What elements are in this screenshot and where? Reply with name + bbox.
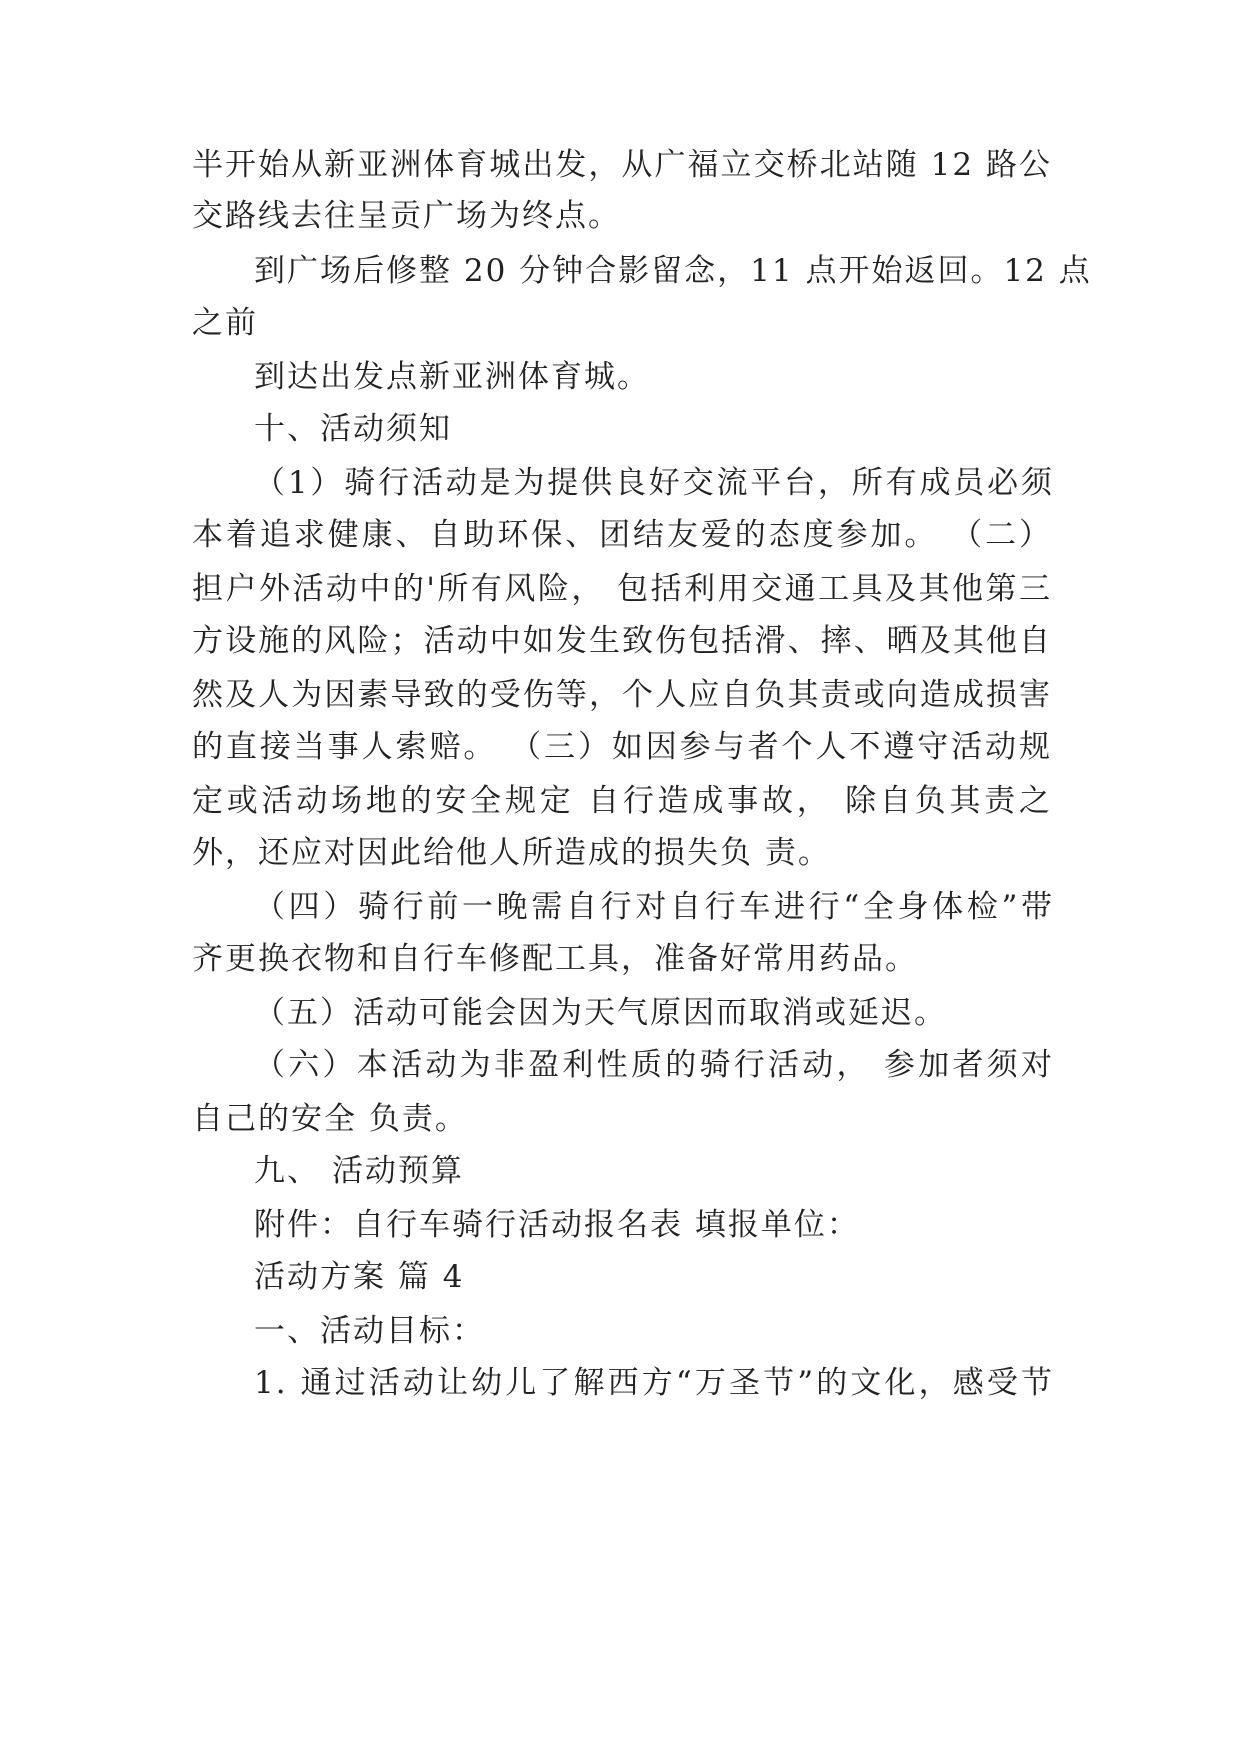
text-line: 外，还应对因此给他人所造成的损失负 责。 — [192, 835, 831, 871]
text-line: （六）本活动为非盈利性质的骑行活动， 参加者须对 — [254, 1047, 1054, 1083]
article-title: 活动方案 篇 4 — [254, 1259, 465, 1295]
text-line: 本着追求健康、自助环保、团结友爱的态度参加。 （二） — [192, 517, 1052, 553]
text-line: 定或活动场地的安全规定 自行造成事故， 除自负其责之 — [192, 783, 1052, 819]
text-line: 担户外活动中的'所有风险， 包括利用交通工具及其他第三 — [192, 571, 1052, 607]
text-line: 齐更换衣物和自行车修配工具，准备好常用药品。 — [192, 941, 918, 977]
section-heading: 十、活动须知 — [254, 411, 452, 447]
text-line: 的直接当事人索赔。 （三）如因参与者个人不遵守活动规 — [192, 729, 1052, 765]
text-line: 交路线去往呈贡广场为终点。 — [192, 198, 621, 234]
text-line: （五）活动可能会因为天气原因而取消或延迟。 — [254, 995, 947, 1031]
text-line: 之前 — [192, 305, 258, 341]
text-line: 到达出发点新亚洲体育城。 — [254, 359, 650, 395]
section-heading: 九、 活动预算 — [254, 1153, 464, 1189]
text-line: 方设施的风险；活动中如发生致伤包括滑、摔、晒及其他自 — [192, 623, 1052, 659]
section-heading: 一、活动目标： — [254, 1313, 485, 1349]
text-line: （四）骑行前一晚需自行对自行车进行“全身体检”带 — [254, 889, 1054, 925]
text-line: 1. 通过活动让幼儿了解西方“万圣节”的文化，感受节 — [254, 1365, 1054, 1401]
text-line: （1）骑行活动是为提供良好交流平台，所有成员必须 — [254, 465, 1054, 501]
text-line: 到广场后修整 20 分钟合影留念，11 点开始返回。12 点 — [254, 253, 1092, 289]
text-line: 附件：自行车骑行活动报名表 填报单位： — [254, 1207, 860, 1243]
text-line: 然及人为因素导致的受伤等，个人应自负其责或向造成损害 — [192, 677, 1052, 713]
text-line: 自己的安全 负责。 — [192, 1101, 468, 1137]
text-line: 半开始从新亚洲体育城出发，从广福立交桥北站随 12 路公 — [192, 147, 1052, 183]
